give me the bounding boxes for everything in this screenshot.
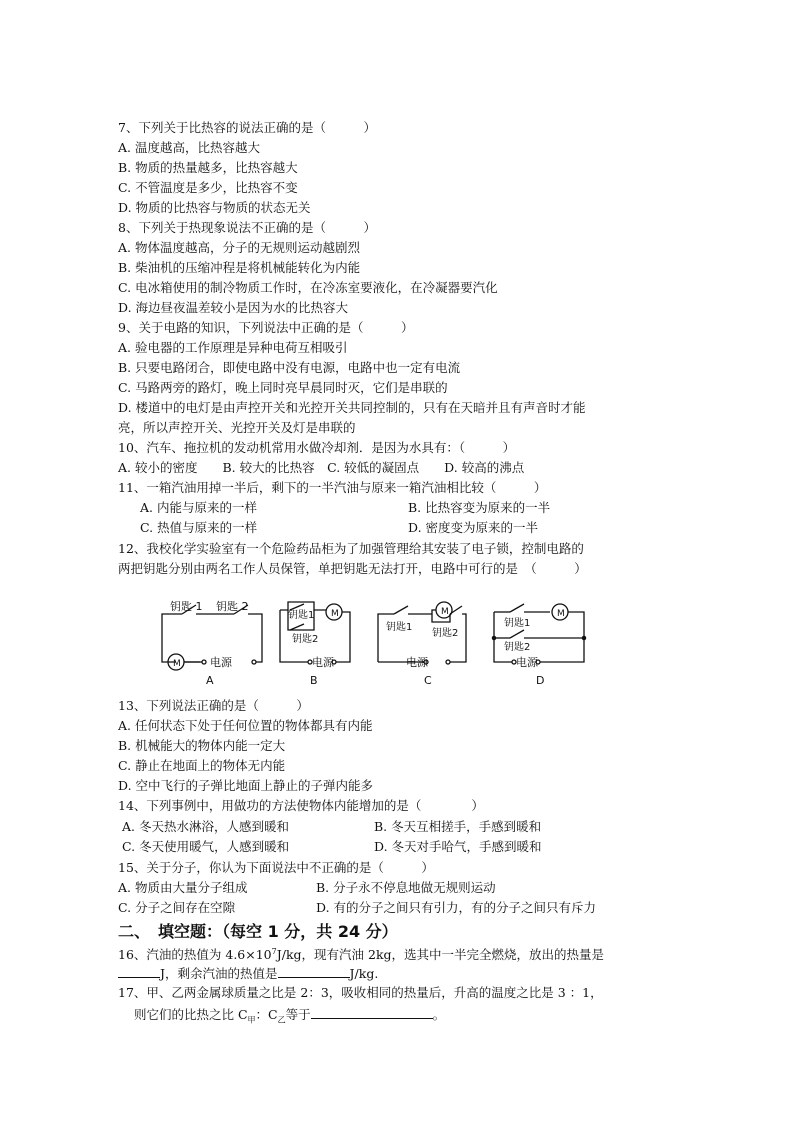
circuit-b-motor-label: M	[331, 609, 339, 619]
q16-blank-value[interactable]	[278, 964, 350, 978]
circuit-c-label: C	[424, 674, 432, 687]
q10-options: A. 较小的密度 B. 较大的比热容 C. 较低的凝固点 D. 较高的沸点	[118, 460, 525, 475]
circuit-d-key1-label: 钥匙1	[504, 618, 531, 629]
q16-blank-heat[interactable]	[118, 964, 160, 978]
section-2-heading: 二、 填空题：（每空 1 分，共 24 分）	[118, 922, 398, 941]
q8-option-c: C. 电冰箱使用的制冷物质工作时，在冷冻室要液化，在冷凝器要汽化	[118, 280, 498, 295]
q17-line2	[134, 1005, 445, 1029]
q16-line1-post: J/kg，现有汽油 2kg，选其中一半完全燃烧，放出的热量是	[276, 947, 605, 963]
q12-stem-line1: 12、我校化学实验室有一个危险药品柜为了加强管理给其安装了电子锁，控制电路的	[118, 541, 584, 556]
q14-stem: 14、下列事例中，用做功的方法使物体内能增加的是（ ）	[118, 798, 484, 813]
q17-mid: ：C	[255, 1007, 278, 1022]
circuit-c	[378, 602, 466, 687]
q7-option-d: D. 物质的比热容与物质的状态无关	[118, 200, 311, 215]
q17-line1: 17、甲、乙两金属球质量之比是 2：3，吸收相同的热量后，升高的温度之比是 3 ：1，	[118, 985, 603, 1000]
circuit-a	[162, 599, 262, 687]
q9-option-d-line1: D. 楼道中的电灯是由声控开关和光控开关共同控制的，只有在天暗并且有声音时才能	[118, 400, 586, 415]
circuit-b	[280, 602, 350, 687]
q15-option-b: B. 分子永不停息地做无规则运动	[316, 880, 496, 895]
q15-option-c: C. 分子之间存在空隙	[118, 900, 236, 915]
q17-sub-jia: 甲	[247, 1015, 256, 1025]
q16-line2-a: J，剩余汽油的热值是	[160, 966, 278, 981]
q9-stem: 9、关于电路的知识，下列说法中正确的是（ ）	[118, 320, 414, 335]
q13-option-b: B. 机械能大的物体内能一定大	[118, 738, 286, 753]
q11-option-c: C. 热值与原来的一样	[140, 520, 258, 535]
q14-option-c: C. 冬天使用暖气，人感到暖和	[122, 839, 290, 854]
q12-circuit-figure	[150, 592, 600, 690]
q9-option-b: B. 只要电路闭合，即使电路中没有电源，电路中也一定有电流	[118, 360, 461, 375]
q13-option-c: C. 静止在地面上的物体无内能	[118, 758, 286, 773]
q15-option-a: A. 物质由大量分子组成	[118, 880, 248, 895]
circuit-c-key1-label: 钥匙1	[386, 622, 413, 633]
q16-line2-b: J/kg.	[349, 966, 379, 981]
q7-option-c: C. 不管温度是多少，比热容不变	[118, 180, 298, 195]
q9-option-a: A. 验电器的工作原理是异种电荷互相吸引	[118, 340, 348, 355]
circuit-d-motor-label: M	[557, 609, 565, 619]
q11-stem: 11、一箱汽油用掉一半后，剩下的一半汽油与原来一箱汽油相比较（ ）	[118, 480, 547, 495]
q8-option-d: D. 海边昼夜温差较小是因为水的比热容大	[118, 300, 349, 315]
circuit-c-key2-label: 钥匙2	[432, 628, 459, 639]
q13-stem: 13、下列说法正确的是（ ）	[118, 698, 309, 713]
circuit-d-key2-label: 钥匙2	[504, 642, 531, 653]
q7-option-a: A. 温度越高，比热容越大	[118, 140, 260, 155]
q14-option-a: A. 冬天热水淋浴，人感到暖和	[122, 819, 289, 834]
circuit-a-key2-label: 钥匙 2	[216, 600, 249, 613]
q17-post: 等于	[285, 1007, 311, 1022]
circuit-d-power-label: 电源	[516, 656, 538, 669]
circuit-b-label: B	[310, 674, 318, 687]
q15-option-d: D. 有的分子之间只有引力，有的分子之间只有斥力	[316, 900, 597, 915]
q16-line2	[118, 964, 378, 982]
circuit-d	[492, 604, 585, 687]
q12-stem-line2: 两把钥匙分别由两名工作人员保管，单把钥匙无法打开，电路中可行的是 （ ）	[118, 561, 587, 576]
q11-option-d: D. 密度变为原来的一半	[408, 520, 539, 535]
q17-sub-yi: 乙	[277, 1015, 286, 1025]
circuit-b-key1-label: 钥匙1	[288, 610, 315, 621]
q13-option-d: D. 空中飞行的子弹比地面上静止的子弹内能多	[118, 778, 374, 793]
circuit-c-motor-label: M	[441, 607, 449, 617]
q14-option-d: D. 冬天对手哈气，手感到暖和	[374, 839, 542, 854]
circuit-d-label: D	[536, 674, 545, 687]
q16-line1	[118, 944, 604, 963]
q17-end: 。	[432, 1007, 446, 1022]
circuit-a-label: A	[206, 674, 214, 687]
circuit-b-power-label: 电源	[312, 656, 334, 669]
q8-stem: 8、下列关于热现象说法不正确的是（ ）	[118, 220, 376, 235]
q9-option-d-line2: 亮，所以声控开关、光控开关及灯是串联的	[118, 420, 356, 435]
q16-line1-pre: 16、汽油的热值为 4.6×10	[118, 947, 272, 963]
circuit-a-motor-label: M	[173, 659, 181, 669]
q7-option-b: B. 物质的热量越多，比热容越大	[118, 160, 298, 175]
q10-stem: 10、汽车、拖拉机的发动机常用水做冷却剂．是因为水具有：（ ）	[118, 440, 516, 455]
q14-option-b: B. 冬天互相搓手，手感到暖和	[374, 819, 542, 834]
q8-option-b: B. 柴油机的压缩冲程是将机械能转化为内能	[118, 260, 361, 275]
circuit-b-key2-label: 钥匙2	[292, 634, 319, 645]
q8-option-a: A. 物体温度越高，分子的无规则运动越剧烈	[118, 240, 360, 255]
q11-option-b: B. 比热容变为原来的一半	[408, 500, 551, 515]
q16-exponent: 7	[271, 947, 277, 956]
circuit-a-key1-label: 钥匙 1	[170, 600, 203, 613]
circuit-a-power-label: 电源	[210, 656, 232, 669]
circuit-c-power-label: 电源	[406, 656, 428, 669]
q9-option-c: C. 马路两旁的路灯，晚上同时亮早晨同时灭，它们是串联的	[118, 380, 448, 395]
q11-option-a: A. 内能与原来的一样	[140, 500, 257, 515]
q7-stem: 7、下列关于比热容的说法正确的是（ ）	[118, 120, 376, 135]
q13-option-a: A. 任何状态下处于任何位置的物体都具有内能	[118, 718, 373, 733]
q15-stem: 15、关于分子，你认为下面说法中不正确的是（ ）	[118, 860, 434, 875]
q17-line2-pre: 则它们的比热之比 C	[134, 1007, 248, 1022]
q17-blank-ratio[interactable]	[311, 1005, 433, 1019]
